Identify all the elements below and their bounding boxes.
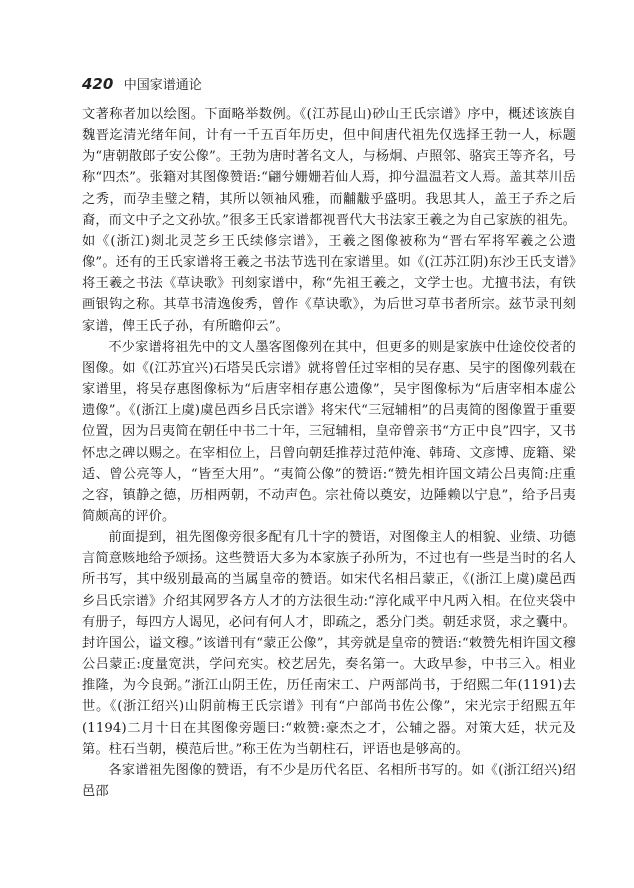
paragraph-3: 前面提到，祖先图像旁很多配有几十字的赞语，对图像主人的相貌、业绩、功德言简意赅地给予颂扬。这些赞语大多为本家族子孙所为，不过也有一些是当时的名人所书写，其中级别最高的当属皇帝的赞语。如宋代名相吕蒙正，《(浙江上虞)虞邑西乡吕氏宗谱》介绍其网罗各方人才的方法很生动:“淳化咸平中凡两入相。在位夹袋中有册子，每四方人谒见，必问有何人才，即疏之，悉分门类。朝廷求贤，求之囊中。封许国公，谥文穆。”该谱刊有“蒙正公像”，其旁就是皇帝的赞语:“敕赞先相许国文穆公吕蒙正:度量宽洪，学问充实。校艺居先，奏名第一。大政早参，中书三入。相业推隆，为今良弼。”浙江山阴王佐，历任南宋工、户两部尚书，于绍熙二年(1191)去世。《(浙江绍兴)山阴前梅王氏宗谱》刊有“户部尚书佐公像”，宋光宗于绍熙五年(1194)二月十日在其图像旁题曰:“敕赞:豪杰之才，公辅之器。对策大廷，状元及第。柱石当朝，模范后世。”称王佐为当朝柱石，评语也是够高的。 [82, 530, 576, 757]
body-text [82, 104, 576, 802]
running-header [82, 74, 202, 93]
page-number: 420 [82, 75, 114, 93]
paragraph-2: 不少家谱将祖先中的文人墨客图像列在其中，但更多的则是家族中仕途佼佼者的图像。如《(江苏宜兴)石塔吴氏宗谱》就将曾任过宰相的吴存惠、吴宇的图像列载在家谱里，将吴存惠图像标为“后唐宰相存惠公遗像”，吴宇图像标为“后唐宰相本虚公遗像”。《(浙江上虞)虞邑西乡吕氏宗谱》将宋代“三冠辅相”的吕夷简的图像置于重要位置，因为吕夷简在朝任中书二十年，三冠辅相，皇帝曾亲书“方正中良”四字，又书怀忠之碑以赐之。在宰相位上，吕曾向朝廷推荐过范仲淹、韩琦、文彦博、庞籍、梁适、曾公亮等人，“皆至大用”。“夷简公像”的赞语:“赞先相许国文靖公吕夷简:庄重之容，镇静之德，历相两朝，不动声色。宗社倚以奠安，边陲赖以宁息”，给予吕夷简颇高的评价。 [82, 339, 576, 524]
paragraph-4: 各家谱祖先图像的赞语，有不少是历代名臣、名相所书写的。如《(浙江绍兴)绍邑邵 [82, 762, 576, 799]
book-title: 中国家谱通论 [123, 78, 202, 93]
paragraph-1: 文著称者加以绘图。下面略举数例。《(江苏昆山)砂山王氏宗谱》序中，概述该族自魏晋迄清光绪年间，计有一千五百年历史，但中间唐代祖先仅选择王勃一人，标题为“唐朝散郎子安公像”。王勃为唐时著名文人，与杨炯、卢照邻、骆宾王等齐名，号称“四杰”。张籍对其图像赞语:“翩兮姗姗若仙人焉，抑兮温温若文人焉。盖其萃川岳之秀，而孕圭璧之精，其所以领袖风雅，而黼黻乎盛明。我思其人，盖王子乔之后裔，而文中子之文孙欤。”很多王氏家谱都视晋代大书法家王羲之为自己家族的祖先。如《(浙江)剡北灵芝乡王氏续修宗谱》，王羲之图像被称为“晋右军将军羲之公遗像”。还有的王氏家谱将王羲之书法节选刊在家谱里。如《(江苏江阴)东沙王氏支谱》将王羲之书法《草诀歌》刊刻家谱中，称“先祖王羲之，文学士也。尤擅书法，有铁画银钩之称。其草书清逸俊秀，曾作《草诀歌》，为后世习草书者所宗。兹节录刊刻家谱，俾王氏子孙，有所瞻仰云”。 [82, 107, 576, 334]
